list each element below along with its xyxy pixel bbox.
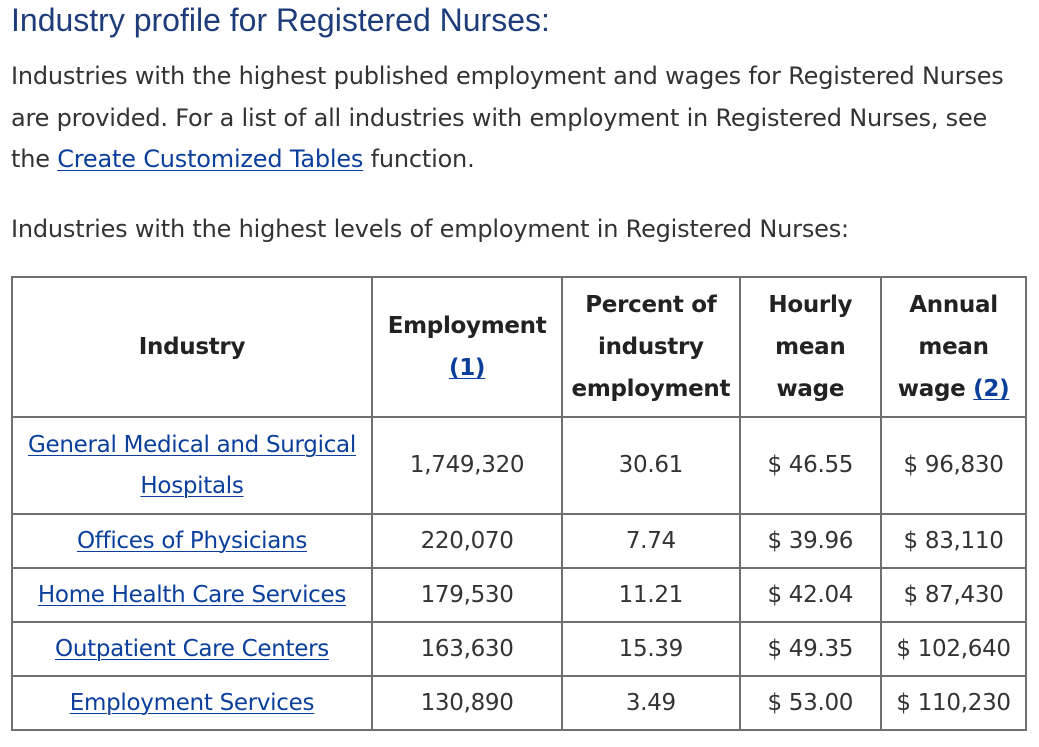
industry-link[interactable]: Outpatient Care Centers (55, 635, 329, 662)
percent-cell: 7.74 (562, 514, 739, 568)
intro-text: Industries with the highest published employment and wages for Registered Nurses are provided. For a list of all industries with employment in Registered Nurses, see the (11, 62, 1004, 173)
industry-link[interactable]: Home Health Care Services (37, 581, 347, 608)
create-customized-tables-link[interactable]: Create Customized Tables (57, 145, 364, 173)
hourly-wage-cell: $ 46.55 (740, 417, 882, 514)
industry-cell (12, 417, 372, 514)
employment-cell: 220,070 (372, 514, 562, 568)
table-row (12, 417, 1026, 514)
table-row (12, 568, 1026, 622)
percent-cell: 11.21 (562, 568, 739, 622)
table-caption: Industries with the highest levels of employment in Registered Nurses: (11, 215, 849, 243)
intro-text-end: function. (363, 145, 475, 173)
industry-cell (12, 676, 372, 730)
annual-wage-cell: $ 87,430 (881, 568, 1026, 622)
employment-cell: 179,530 (372, 568, 562, 622)
hourly-wage-cell: $ 53.00 (740, 676, 882, 730)
annual-wage-cell: $ 110,230 (881, 676, 1026, 730)
hourly-wage-cell: $ 49.35 (740, 622, 882, 676)
industry-link[interactable]: Offices of Physicians (76, 527, 308, 554)
percent-cell: 3.49 (562, 676, 739, 730)
page-title: Industry profile for Registered Nurses: (11, 2, 550, 38)
percent-cell: 15.39 (562, 622, 739, 676)
percent-cell: 30.61 (562, 417, 739, 514)
header-annual: Annual mean wage (2) (881, 277, 1026, 417)
employment-cell: 1,749,320 (372, 417, 562, 514)
employment-footnote-link[interactable]: (1) (449, 355, 486, 381)
industry-cell (12, 568, 372, 622)
industry-cell (12, 622, 372, 676)
header-employment: Employment (1) (372, 277, 562, 417)
industry-link[interactable]: Employment Services (69, 689, 315, 716)
employment-cell: 163,630 (372, 622, 562, 676)
header-hourly: Hourly mean wage (740, 277, 882, 417)
hourly-wage-cell: $ 39.96 (740, 514, 882, 568)
annual-wage-cell: $ 96,830 (881, 417, 1026, 514)
industry-cell (12, 514, 372, 568)
table-header-row (12, 277, 1026, 417)
header-percent: Percent of industry employment (562, 277, 739, 417)
industry-link[interactable]: General Medical and Surgical Hospitals (28, 431, 356, 499)
annual-wage-cell: $ 102,640 (881, 622, 1026, 676)
annual-footnote-link[interactable]: (2) (973, 376, 1010, 402)
table-row (12, 622, 1026, 676)
intro-paragraph (11, 56, 1021, 181)
header-industry: Industry (12, 277, 372, 417)
table-row (12, 514, 1026, 568)
annual-wage-cell: $ 83,110 (881, 514, 1026, 568)
industry-table (11, 276, 1027, 731)
table-row (12, 676, 1026, 730)
employment-cell: 130,890 (372, 676, 562, 730)
hourly-wage-cell: $ 42.04 (740, 568, 882, 622)
